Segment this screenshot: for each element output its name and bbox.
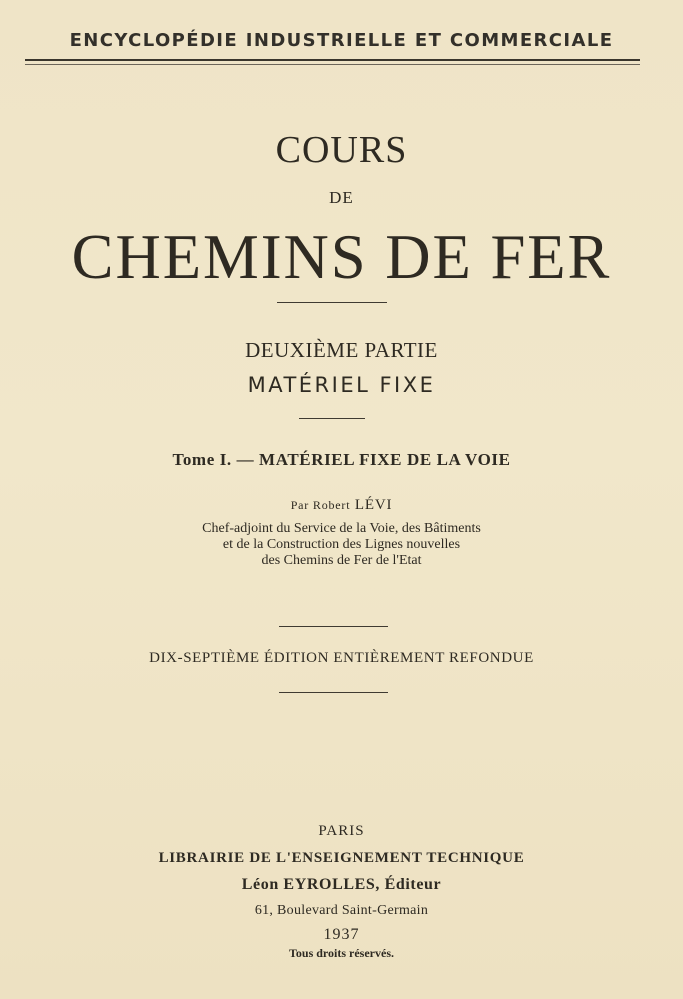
series-rule-top <box>25 59 640 61</box>
divider-rule <box>279 692 388 693</box>
main-title: CHEMINS DE FER <box>71 221 612 292</box>
author-affiliation-line: Chef-adjoint du Service de la Voie, des Bâtiments <box>202 521 481 536</box>
series-rule-bottom <box>25 64 640 65</box>
imprint-address: 61, Boulevard Saint-Germain <box>254 903 429 918</box>
series-title: ENCYCLOPÉDIE INDUSTRIELLE ET COMMERCIALE <box>69 30 614 51</box>
title-line-de: DE <box>329 188 354 207</box>
author-affiliation-line: et de la Construction des Lignes nouvelles <box>222 537 461 552</box>
imprint-editor: Léon EYROLLES, Éditeur <box>241 876 442 893</box>
divider-rule <box>279 626 388 627</box>
divider-rule <box>299 418 365 419</box>
part-number: DEUXIÈME PARTIE <box>245 338 438 362</box>
rights-stamp: Tous droits réservés. <box>289 946 394 960</box>
imprint-city: PARIS <box>318 823 365 839</box>
imprint-year: 1937 <box>323 926 360 943</box>
author-prefix: Par Robert <box>290 498 351 512</box>
imprint-publisher: LIBRAIRIE DE L'ENSEIGNEMENT TECHNIQUE <box>158 850 525 866</box>
title-line-cours: COURS <box>275 129 408 171</box>
edition-statement: DIX-SEPTIÈME ÉDITION ENTIÈREMENT REFONDUE <box>149 650 534 666</box>
author-name: LÉVI <box>354 497 393 513</box>
tome-title: Tome I. — MATÉRIEL FIXE DE LA VOIE <box>172 450 511 469</box>
author-affiliation-line: des Chemins de Fer de l'Etat <box>261 553 422 568</box>
author-line <box>0 497 683 514</box>
divider-rule <box>277 302 387 303</box>
part-name: MATÉRIEL FIXE <box>247 373 436 397</box>
